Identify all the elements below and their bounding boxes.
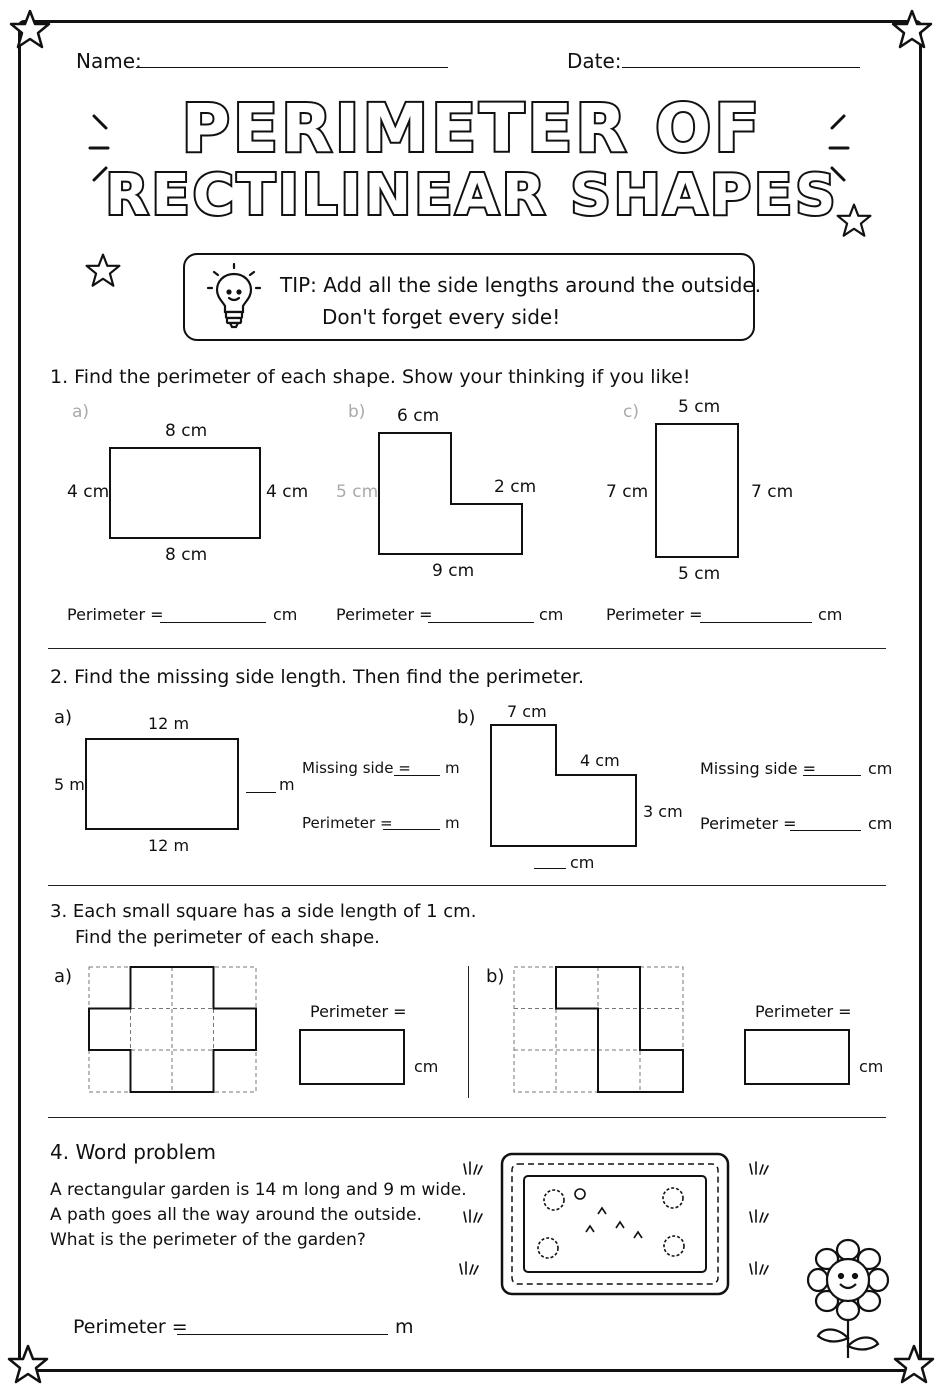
grass-tuft-icon — [748, 1160, 772, 1176]
q1b-perimeter-label: Perimeter = — [336, 605, 433, 624]
star-icon — [892, 1343, 936, 1387]
star-icon — [8, 8, 52, 52]
q2-prompt: 2. Find the missing side length. Then find the perimeter. — [50, 666, 585, 688]
q2b-missing-label: Missing side = — [700, 759, 817, 778]
q1a-perimeter-answer[interactable] — [160, 622, 266, 623]
date-field[interactable] — [622, 67, 860, 68]
q1c-bottom-length: 5 cm — [678, 564, 721, 584]
star-icon — [84, 252, 122, 290]
lightbulb-icon — [206, 262, 262, 334]
q1c-right-length: 7 cm — [751, 482, 794, 502]
q2a-top-length: 12 m — [148, 714, 190, 733]
q2a-missing-answer[interactable] — [394, 775, 440, 776]
q2a-perimeter-answer[interactable] — [383, 829, 440, 830]
q2b-right-length: 3 cm — [643, 802, 683, 821]
grass-tuft-icon — [458, 1260, 482, 1276]
grass-tuft-icon — [462, 1208, 486, 1224]
q1c-top-length: 5 cm — [678, 397, 721, 417]
q2b-missing-answer[interactable] — [803, 775, 861, 776]
q1a-rectangle — [109, 447, 261, 539]
q4-perimeter-label: Perimeter = — [73, 1316, 188, 1338]
q1a-unit: cm — [273, 605, 298, 624]
q4-perimeter-answer[interactable] — [177, 1334, 388, 1335]
q2b-bottom-unit: cm — [570, 853, 595, 872]
q3-line2: Find the perimeter of each shape. — [75, 927, 380, 948]
q2a-perimeter-unit: m — [445, 814, 460, 832]
q1a-left-length: 4 cm — [67, 482, 110, 502]
q1b-bottom-length: 9 cm — [432, 561, 475, 581]
tip-line1: TIP: Add all the side lengths around the outside. — [280, 273, 762, 297]
q3b-unit: cm — [859, 1057, 884, 1076]
q2a-missing-label: Missing side = — [302, 759, 411, 777]
q1a-right-length: 4 cm — [266, 482, 309, 502]
q3-line1: 3. Each small square has a side length of 1 cm. — [50, 901, 477, 922]
q2b-bottom-side-blank[interactable] — [534, 868, 566, 869]
flower-icon — [798, 1238, 898, 1362]
q2a-label: a) — [54, 707, 73, 728]
q3b-z-grid-shape — [513, 966, 685, 1094]
q4-line2: A path goes all the way around the outside. — [50, 1205, 422, 1225]
q1a-label: a) — [72, 402, 90, 422]
star-icon — [6, 1343, 50, 1387]
page-title-line2: RECTILINEAR SHAPES — [105, 163, 839, 228]
page-title-line1: PERIMETER OF — [181, 90, 763, 167]
grass-tuft-icon — [462, 1160, 486, 1176]
q2b-inner-length: 4 cm — [580, 751, 620, 770]
q1c-unit: cm — [818, 605, 843, 624]
q1a-bottom-length: 8 cm — [165, 545, 208, 565]
q2b-label: b) — [457, 707, 476, 728]
name-field[interactable] — [136, 67, 448, 68]
q3b-answer-box[interactable] — [744, 1029, 850, 1085]
q1a-perimeter-label: Perimeter = — [67, 605, 164, 624]
q2b-missing-unit: cm — [868, 759, 893, 778]
q1c-left-length: 7 cm — [606, 482, 649, 502]
garden-illustration — [498, 1150, 732, 1298]
q2a-missing-unit: m — [445, 759, 460, 777]
q1c-rectangle — [655, 423, 739, 558]
q3a-label: a) — [54, 966, 73, 987]
grass-tuft-icon — [748, 1208, 772, 1224]
grass-tuft-icon — [748, 1260, 772, 1276]
q2b-perimeter-answer[interactable] — [790, 830, 861, 831]
section-divider — [48, 648, 886, 649]
section-divider — [48, 1117, 886, 1118]
q1b-label: b) — [348, 402, 366, 422]
q3a-unit: cm — [414, 1057, 439, 1076]
name-label: Name: — [76, 49, 142, 73]
q2a-right-unit: m — [279, 775, 295, 794]
q2b-l-shape — [490, 724, 638, 848]
q1b-left-length: 5 cm — [336, 482, 379, 502]
q4-line1: A rectangular garden is 14 m long and 9 m wide. — [50, 1180, 467, 1200]
q3-column-divider — [468, 966, 469, 1098]
q1b-unit: cm — [539, 605, 564, 624]
q3b-perimeter-label: Perimeter = — [755, 1002, 852, 1021]
q2b-top-length: 7 cm — [507, 702, 547, 721]
q2a-rectangle — [85, 738, 239, 830]
q1c-label: c) — [623, 402, 639, 422]
q4-unit: m — [395, 1316, 414, 1338]
q3b-label: b) — [486, 966, 505, 987]
q1b-perimeter-answer[interactable] — [428, 622, 534, 623]
q1c-perimeter-label: Perimeter = — [606, 605, 703, 624]
q1b-top-length: 6 cm — [397, 406, 440, 426]
q4-heading: 4. Word problem — [50, 1140, 216, 1164]
q3a-perimeter-label: Perimeter = — [310, 1002, 407, 1021]
q3a-cross-grid-shape — [88, 966, 258, 1094]
star-icon — [890, 8, 934, 52]
q3a-answer-box[interactable] — [299, 1029, 405, 1085]
q4-line3: What is the perimeter of the garden? — [50, 1230, 366, 1250]
q2a-perimeter-label: Perimeter = — [302, 814, 393, 832]
q2b-perimeter-label: Perimeter = — [700, 814, 797, 833]
q2b-perimeter-unit: cm — [868, 814, 893, 833]
q1c-perimeter-answer[interactable] — [700, 622, 812, 623]
date-label: Date: — [567, 49, 622, 73]
q2a-left-length: 5 m — [54, 775, 85, 794]
q1a-top-length: 8 cm — [165, 421, 208, 441]
q1b-inner-length: 2 cm — [494, 477, 537, 497]
q2a-bottom-length: 12 m — [148, 836, 190, 855]
q2a-right-side-blank[interactable] — [246, 792, 276, 793]
section-divider — [48, 885, 886, 886]
tip-line2: Don't forget every side! — [322, 305, 561, 329]
q1-prompt: 1. Find the perimeter of each shape. Show your thinking if you like! — [50, 366, 691, 388]
